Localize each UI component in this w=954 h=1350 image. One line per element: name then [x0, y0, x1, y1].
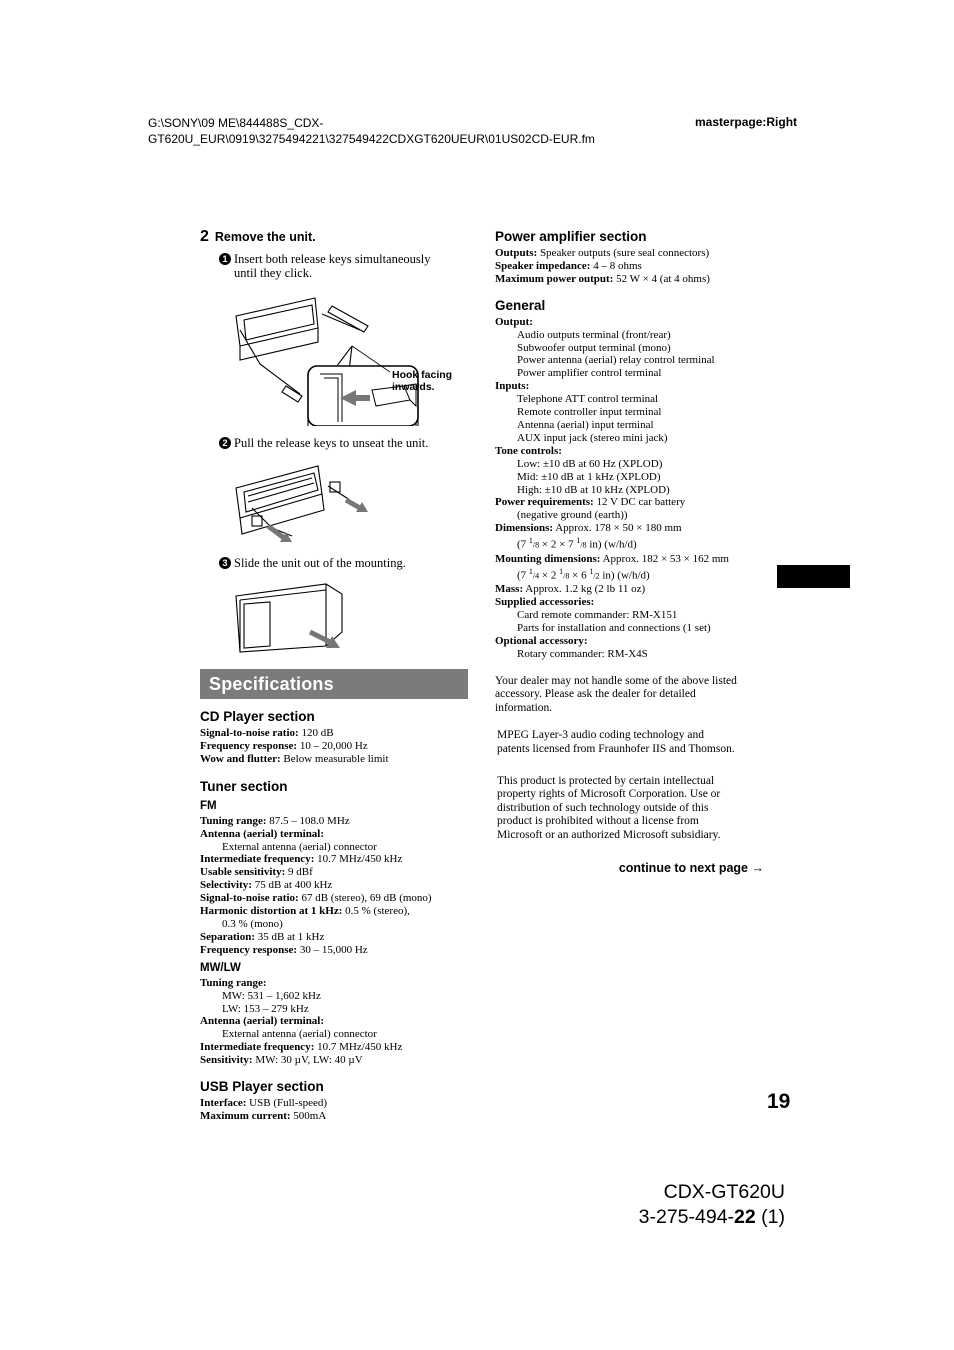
- circled-number-2: 2: [219, 437, 231, 449]
- section-tab-marker: [777, 565, 850, 588]
- illustration-slide-unit: [200, 576, 468, 661]
- spec-row: Mounting dimensions: Approx. 182 × 53 × 162 mm: [495, 552, 729, 565]
- spec-row: Usable sensitivity: 9 dBf: [200, 866, 313, 879]
- general-spec-list: [495, 316, 770, 661]
- model-block: [639, 1180, 785, 1230]
- substep-3-text: Slide the unit out of the mounting.: [234, 556, 406, 570]
- spec-row: Maximum power output: 52 W × 4 (at 4 ohms): [495, 272, 710, 285]
- substep-2: [200, 436, 468, 450]
- spec-row: Subwoofer output terminal (mono): [517, 341, 671, 354]
- spec-row: Intermediate frequency: 10.7 MHz/450 kHz: [200, 1041, 403, 1054]
- spec-row: Speaker impedance: 4 – 8 ohms: [495, 259, 642, 272]
- file-path-line-1: G:\SONY\09 ME\844488S_CDX-: [148, 116, 324, 130]
- step-number: 2: [200, 228, 209, 245]
- spec-row: Tone controls:: [495, 444, 562, 457]
- tuner-section-heading: Tuner section: [200, 778, 288, 794]
- spec-row: Intermediate frequency: 10.7 MHz/450 kHz: [200, 853, 403, 866]
- spec-row: Supplied accessories:: [495, 596, 595, 609]
- circled-number-1: 1: [219, 253, 231, 265]
- microsoft-note-line: product is prohibited without a license from: [497, 815, 699, 828]
- spec-row: Dimensions: Approx. 178 × 50 × 180 mm: [495, 522, 682, 535]
- spec-row: Separation: 35 dB at 1 kHz: [200, 930, 325, 943]
- spec-row: MW: 531 – 1,602 kHz: [222, 989, 321, 1002]
- spec-row: Frequency response: 30 – 15,000 Hz: [200, 943, 368, 956]
- step-title: Remove the unit.: [214, 230, 316, 244]
- hook-callout-line-1: Hook facing: [392, 369, 453, 381]
- spec-row: Wow and flutter: Below measurable limit: [200, 752, 389, 765]
- spec-row: Selectivity: 75 dB at 400 kHz: [200, 879, 333, 892]
- spec-row: Interface: USB (Full-speed): [200, 1097, 328, 1110]
- spec-row: AUX input jack (stereo mini jack): [517, 431, 668, 444]
- insert-release-keys-illustration: [200, 286, 468, 426]
- spec-row: Antenna (aerial) terminal:: [200, 827, 325, 840]
- illustration-insert-keys: [200, 286, 468, 426]
- right-column: [495, 229, 770, 875]
- spec-row: Remote controller input terminal: [517, 406, 662, 419]
- step-heading: [200, 228, 468, 246]
- microsoft-note: [495, 775, 770, 843]
- slide-unit-out-illustration: [200, 576, 468, 661]
- spec-row: Output:: [495, 315, 533, 328]
- spec-row: 0.3 % (mono): [222, 917, 283, 930]
- spec-row: Power antenna (aerial) relay control terminal: [517, 354, 715, 367]
- file-path-header: [148, 115, 668, 147]
- model-code: 3-275-494-22 (1): [638, 1206, 785, 1228]
- microsoft-note-line: property rights of Microsoft Corporation. Use or: [497, 788, 721, 801]
- microsoft-note-line: This product is protected by certain intellectual: [497, 774, 715, 787]
- spec-row: Audio outputs terminal (front/rear): [517, 328, 671, 341]
- spec-row: Telephone ATT control terminal: [517, 393, 659, 406]
- power-section-heading: Power amplifier section: [495, 229, 647, 244]
- spec-row: Rotary commander: RM-X4S: [517, 647, 648, 660]
- spec-row: Optional accessory:: [495, 634, 588, 647]
- fm-heading: FM: [200, 799, 217, 812]
- spec-row: Maximum current: 500mA: [200, 1109, 327, 1122]
- hook-callout-line-2: inwards.: [392, 381, 435, 393]
- dealer-note-line: Your dealer may not handle some of the above listed: [495, 674, 737, 687]
- spec-row: Frequency response: 10 – 20,000 Hz: [200, 739, 368, 752]
- substep-1-text-line-2: until they click.: [234, 266, 313, 280]
- right-arrow-icon: →: [751, 860, 764, 875]
- power-spec-list: [495, 247, 770, 286]
- microsoft-note-line: distribution of such technology outside of this: [497, 801, 709, 814]
- dealer-note-line: accessory. Please ask the dealer for detailed: [495, 688, 696, 701]
- model-name: CDX-GT620U: [663, 1181, 785, 1203]
- cd-spec-list: [200, 727, 468, 766]
- masterpage-label: masterpage:Right: [695, 115, 798, 129]
- mpeg-note: [495, 729, 770, 756]
- spec-row: Signal-to-noise ratio: 67 dB (stereo), 69 dB (mono): [200, 892, 432, 905]
- cd-section-heading: CD Player section: [200, 709, 315, 724]
- substep-3: [200, 556, 468, 570]
- spec-row: Inputs:: [495, 380, 530, 393]
- spec-row: Harmonic distortion at 1 kHz: 0.5 % (stereo),: [200, 905, 410, 918]
- page-number: 19: [767, 1090, 791, 1113]
- general-section-heading: General: [495, 297, 546, 313]
- usb-spec-list: [200, 1097, 468, 1123]
- spec-row: (7 $^1$/4 × 2 $^1$/8 × 6 $^1$/2 in) (w/h/d): [517, 566, 650, 582]
- spec-row: Tuning range: 87.5 – 108.0 MHz: [200, 814, 350, 827]
- spec-row: Antenna (aerial) input terminal: [517, 418, 654, 431]
- left-column: [200, 228, 468, 1123]
- spec-row: Low: ±10 dB at 60 Hz (XPLOD): [517, 457, 663, 470]
- specifications-banner: Specifications: [200, 669, 468, 699]
- substep-1-text-line-1: Insert both release keys simultaneously: [234, 252, 431, 266]
- spec-row: External antenna (aerial) connector: [222, 840, 377, 853]
- spec-row: Tuning range:: [200, 976, 267, 989]
- spec-row: Mid: ±10 dB at 1 kHz (XPLOD): [517, 470, 661, 483]
- spec-row: Antenna (aerial) terminal:: [200, 1015, 325, 1028]
- substep-2-text: Pull the release keys to unseat the unit.: [234, 436, 429, 450]
- spec-row: Sensitivity: MW: 30 µV, LW: 40 µV: [200, 1054, 363, 1067]
- mwlw-spec-list: [200, 977, 468, 1067]
- illustration-pull-keys: [200, 456, 468, 546]
- mpeg-note-line: patents licensed from Fraunhofer IIS and Thomson.: [497, 742, 735, 755]
- mpeg-note-line: MPEG Layer-3 audio coding technology and: [497, 729, 705, 742]
- spec-row: High: ±10 dB at 10 kHz (XPLOD): [517, 483, 670, 496]
- spec-row: (negative ground (earth)): [517, 509, 628, 522]
- spec-row: External antenna (aerial) connector: [222, 1028, 377, 1041]
- fm-spec-list: [200, 815, 468, 957]
- spec-row: Outputs: Speaker outputs (sure seal connectors): [495, 247, 710, 259]
- continue-text: continue to next page: [618, 860, 749, 875]
- dealer-note-line: information.: [495, 701, 553, 714]
- usb-section-heading: USB Player section: [200, 1079, 324, 1095]
- dealer-note: [495, 675, 770, 716]
- hook-callout: [392, 369, 452, 393]
- circled-number-3: 3: [219, 557, 231, 569]
- file-path-line-2: GT620U_EUR\0919\3275494221\327549422CDXGT620UEUR\01US02CD-EUR.fm: [148, 132, 595, 146]
- pull-release-keys-illustration: [200, 456, 468, 546]
- spec-row: Power amplifier control terminal: [517, 367, 662, 380]
- spec-row: Card remote commander: RM-X151: [517, 608, 678, 621]
- spec-row: Mass: Approx. 1.2 kg (2 lb 11 oz): [495, 583, 646, 596]
- substep-1: [200, 252, 468, 280]
- continue-to-next-page: [495, 861, 770, 875]
- spec-row: LW: 153 – 279 kHz: [222, 1002, 309, 1015]
- spec-row: Signal-to-noise ratio: 120 dB: [200, 727, 334, 739]
- spec-row: Parts for installation and connections (1 set): [517, 621, 711, 634]
- spec-row: (7 $^1$/8 × 2 × 7 $^1$/8 in) (w/h/d): [517, 536, 637, 551]
- mwlw-heading: MW/LW: [200, 961, 241, 974]
- microsoft-note-line: Microsoft or an authorized Microsoft subsidiary.: [497, 828, 721, 841]
- spec-row: Power requirements: 12 V DC car battery: [495, 496, 686, 509]
